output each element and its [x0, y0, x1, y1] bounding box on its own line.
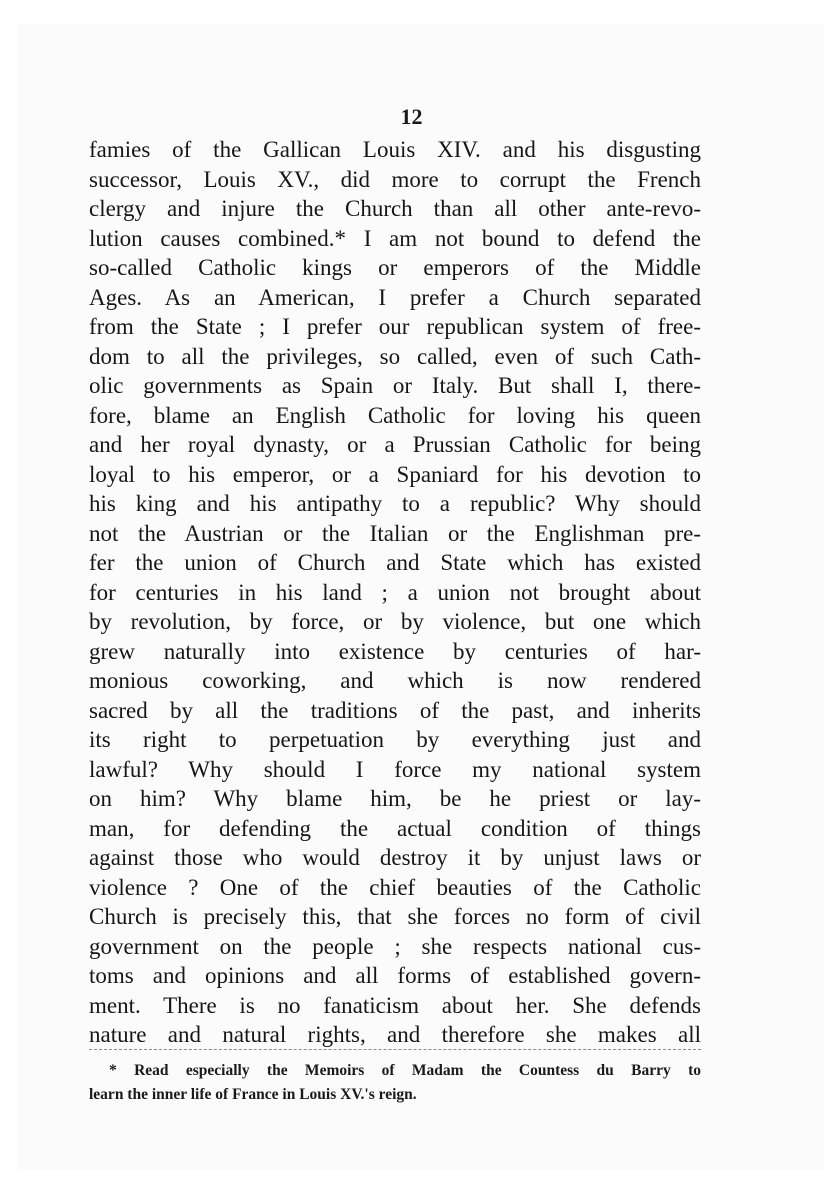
text-line: by revolution, by force, or by violence, but one which [89, 609, 701, 634]
footnote [89, 1059, 701, 1107]
text-line: nature and natural rights, and therefore she makes all [89, 1022, 701, 1047]
text-line: for centuries in his land ; a union not brought about [89, 579, 701, 605]
text-line: successor, Louis XV., did more to corrupt the French [89, 166, 701, 192]
text-line: famies of the Gallican Louis XIV. and his disgusting [89, 137, 701, 162]
text-line: Church is precisely this, that she forces no form of civil [89, 904, 701, 929]
text-line: lawful? Why should I force my national system [89, 756, 701, 782]
text-line: his king and his antipathy to a republic? Why should [89, 491, 701, 516]
footnote-line: * Read especially the Memoirs of Madam the Countess du Barry to [109, 1062, 701, 1079]
body-text [89, 135, 701, 1050]
footnote-divider [89, 1049, 701, 1050]
text-line: olic governments as Spain or Italy. But shall I, there- [89, 373, 701, 398]
text-line: lution causes combined.* I am not bound to defend the [89, 225, 701, 251]
text-line: on him? Why blame him, be he priest or lay- [89, 786, 701, 811]
text-line: against those who would destroy it by unjust laws or [89, 845, 701, 870]
text-line: sacred by all the traditions of the past, and inherits [89, 697, 701, 723]
text-line: grew naturally into existence by centuries of har- [89, 638, 701, 664]
text-line: so-called Catholic kings or emperors of the Middle [89, 255, 701, 280]
text-line: loyal to his emperor, or a Spaniard for his devotion to [89, 461, 701, 487]
text-line: toms and opinions and all forms of established govern- [89, 963, 701, 988]
text-line: and her royal dynasty, or a Prussian Catholic for being [89, 432, 701, 457]
text-line: monious coworking, and which is now rendered [89, 668, 701, 693]
text-line: Ages. As an American, I prefer a Church separated [89, 284, 701, 310]
text-line: not the Austrian or the Italian or the Englishman pre- [89, 520, 701, 546]
footnote-line: learn the inner life of France in Louis XV.'s reign. [89, 1086, 417, 1103]
page-number: 12 [400, 104, 423, 129]
text-line: from the State ; I prefer our republican system of free- [89, 314, 701, 339]
text-line: government on the people ; she respects national cus- [89, 933, 701, 959]
text-line: fer the union of Church and State which has existed [89, 550, 701, 575]
text-line: fore, blame an English Catholic for loving his queen [89, 402, 701, 428]
text-line: man, for defending the actual condition of things [89, 815, 701, 841]
text-line: its right to perpetuation by everything just and [89, 727, 701, 752]
text-line: clergy and injure the Church than all other ante-revo- [89, 196, 701, 221]
text-line: violence ? One of the chief beauties of the Catholic [89, 874, 701, 900]
text-line: ment. There is no fanaticism about her. She defends [89, 992, 701, 1018]
text-line: dom to all the privileges, so called, even of such Cath- [89, 343, 701, 369]
